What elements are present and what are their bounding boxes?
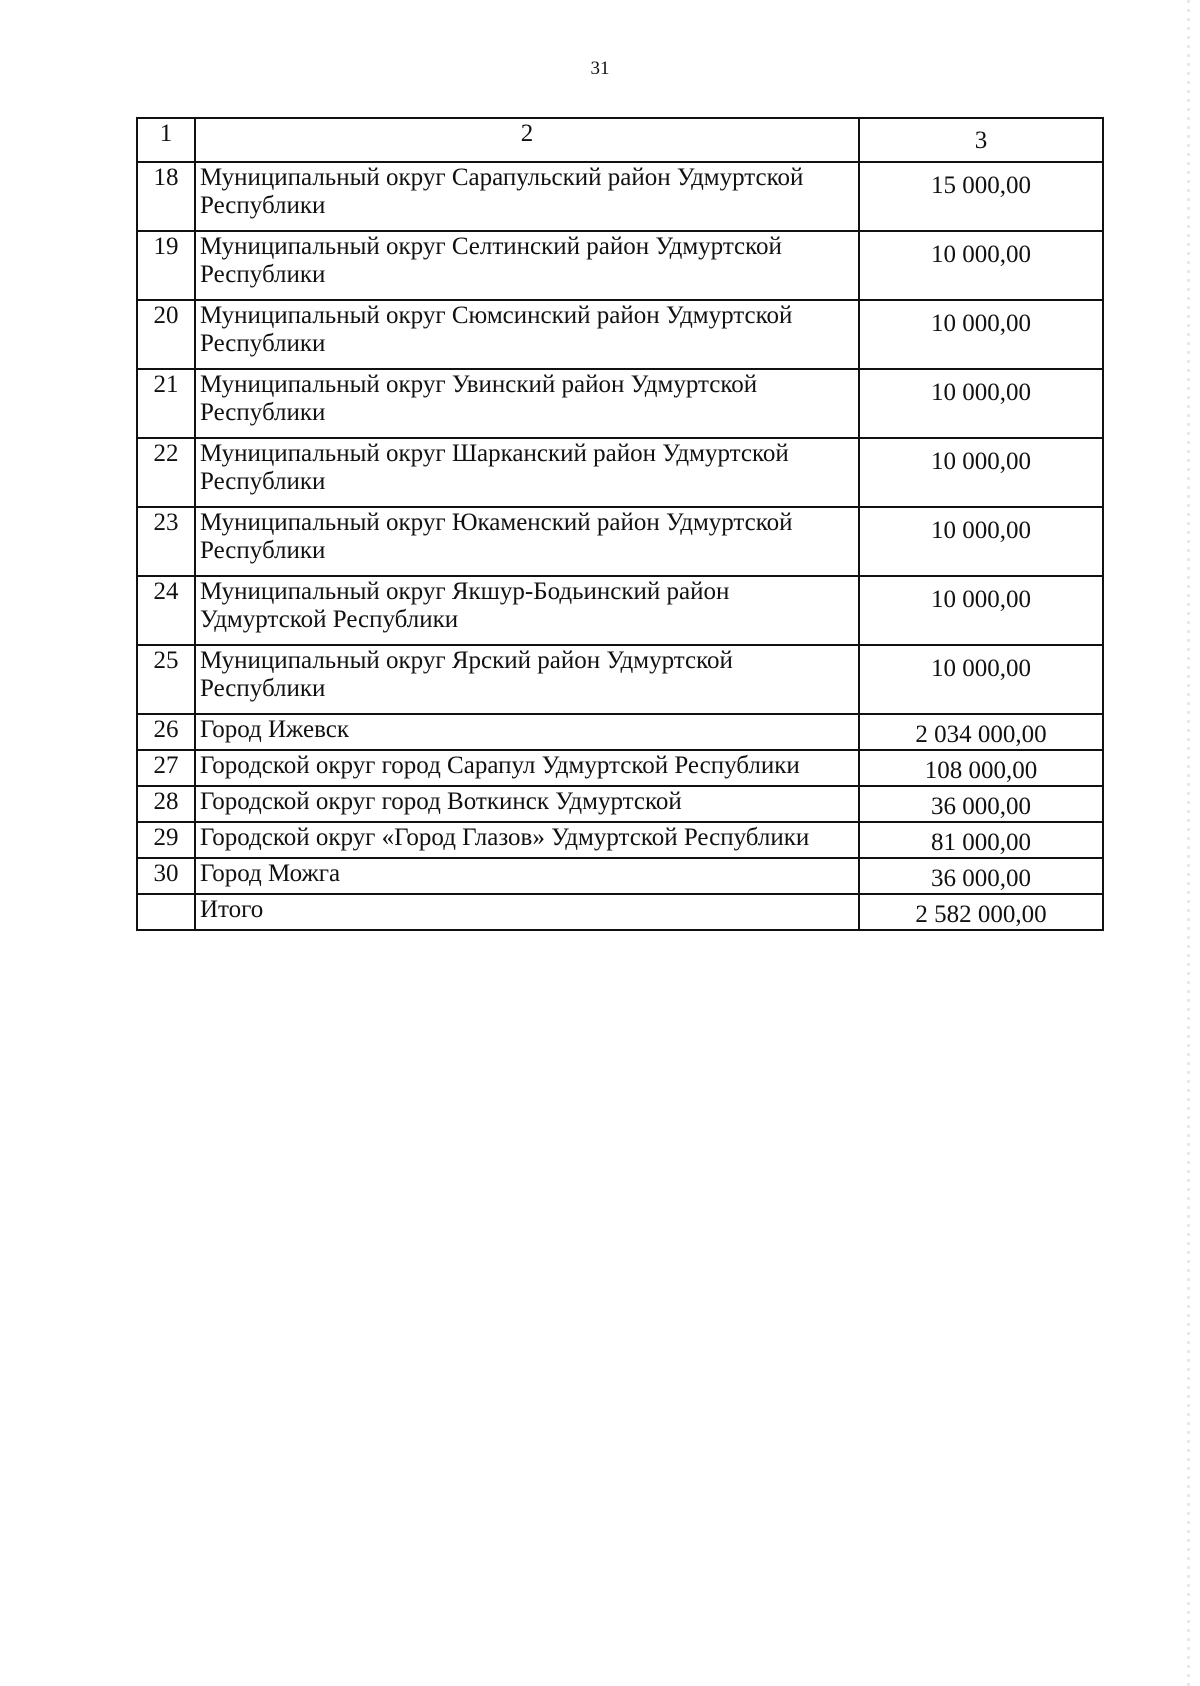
row-number: 29 (137, 822, 195, 858)
row-name: Муниципальный округ Сюмсинский район Удмуртской Республики (195, 300, 859, 369)
row-value: 36 000,00 (859, 786, 1103, 822)
total-number (137, 894, 195, 930)
row-value: 10 000,00 (859, 645, 1103, 714)
header-col-3: 3 (859, 118, 1103, 162)
table-row (137, 822, 1103, 858)
row-name: Город Ижевск (195, 714, 859, 750)
table-row (137, 576, 1103, 645)
row-value: 108 000,00 (859, 750, 1103, 786)
row-name: Муниципальный округ Юкаменский район Удмуртской Республики (195, 507, 859, 576)
header-col-2: 2 (195, 118, 859, 162)
row-name: Муниципальный округ Шарканский район Удмуртской Республики (195, 438, 859, 507)
row-value: 10 000,00 (859, 507, 1103, 576)
row-value: 36 000,00 (859, 858, 1103, 894)
row-number: 30 (137, 858, 195, 894)
header-col-1: 1 (137, 118, 195, 162)
total-label: Итого (195, 894, 859, 930)
row-value: 15 000,00 (859, 162, 1103, 231)
allocation-table (136, 117, 1104, 931)
row-number: 22 (137, 438, 195, 507)
row-number: 20 (137, 300, 195, 369)
row-number: 25 (137, 645, 195, 714)
row-number: 18 (137, 162, 195, 231)
row-name: Городской округ «Город Глазов» Удмуртской Республики (195, 822, 859, 858)
row-name: Муниципальный округ Селтинский район Удмуртской Республики (195, 231, 859, 300)
row-number: 23 (137, 507, 195, 576)
row-number: 27 (137, 750, 195, 786)
row-name: Городской округ город Сарапул Удмуртской Республики (195, 750, 859, 786)
table-header-row (137, 118, 1103, 162)
row-value: 2 034 000,00 (859, 714, 1103, 750)
table-row (137, 231, 1103, 300)
row-number: 21 (137, 369, 195, 438)
table-row (137, 750, 1103, 786)
row-value: 10 000,00 (859, 576, 1103, 645)
table-row (137, 645, 1103, 714)
table-total-row (137, 894, 1103, 930)
table-row (137, 300, 1103, 369)
allocation-table-container (136, 117, 1102, 931)
table-row (137, 786, 1103, 822)
row-number: 19 (137, 231, 195, 300)
row-name: Городской округ город Воткинск Удмуртской (195, 786, 859, 822)
row-number: 28 (137, 786, 195, 822)
row-value: 10 000,00 (859, 231, 1103, 300)
row-name: Муниципальный округ Якшур-Бодьинский район Удмуртской Республики (195, 576, 859, 645)
table-row (137, 507, 1103, 576)
table-row (137, 858, 1103, 894)
table-row (137, 162, 1103, 231)
scan-edge-artifact (1187, 0, 1190, 1686)
row-value: 10 000,00 (859, 369, 1103, 438)
total-value: 2 582 000,00 (859, 894, 1103, 930)
table-row (137, 714, 1103, 750)
row-value: 10 000,00 (859, 300, 1103, 369)
row-name: Муниципальный округ Ярский район Удмуртской Республики (195, 645, 859, 714)
table-row (137, 438, 1103, 507)
row-name: Муниципальный округ Увинский район Удмуртской Республики (195, 369, 859, 438)
row-name: Город Можга (195, 858, 859, 894)
table-row (137, 369, 1103, 438)
page-number: 31 (590, 58, 610, 79)
row-value: 81 000,00 (859, 822, 1103, 858)
row-number: 24 (137, 576, 195, 645)
row-name: Муниципальный округ Сарапульский район Удмуртской Республики (195, 162, 859, 231)
row-number: 26 (137, 714, 195, 750)
row-value: 10 000,00 (859, 438, 1103, 507)
